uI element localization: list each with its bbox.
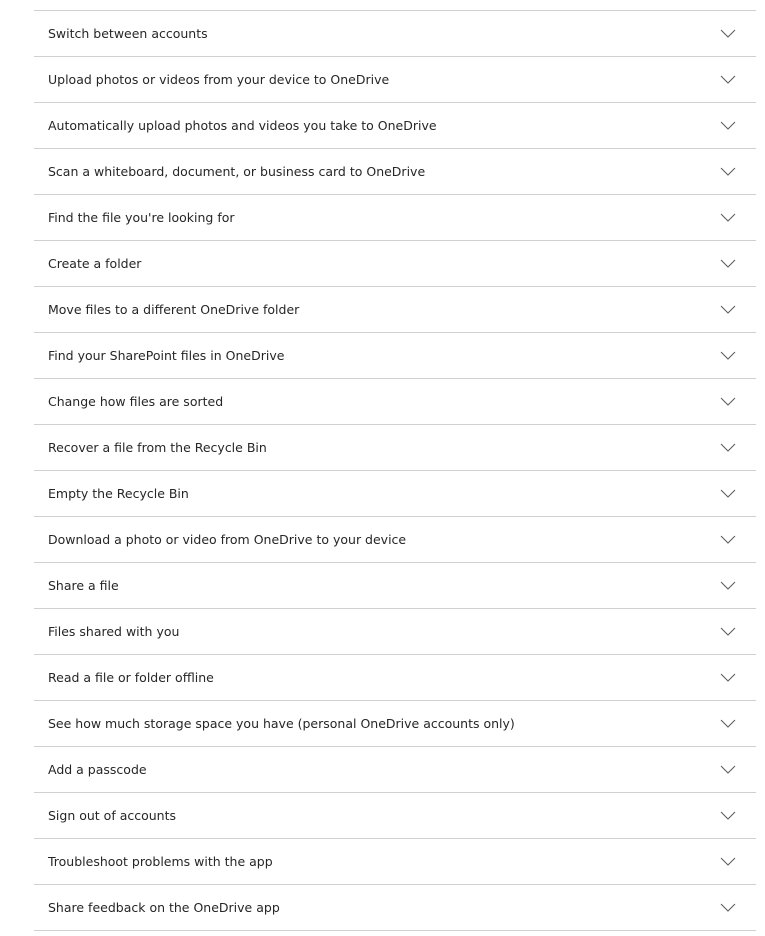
accordion-item[interactable] (34, 747, 756, 793)
accordion-item-label: Share a file (48, 578, 119, 593)
accordion-item[interactable] (34, 839, 756, 885)
accordion-item-label: Switch between accounts (48, 26, 208, 41)
chevron-down-icon[interactable] (720, 75, 736, 85)
chevron-down-icon[interactable] (720, 121, 736, 131)
accordion-item[interactable] (34, 609, 756, 655)
chevron-down-icon[interactable] (720, 719, 736, 729)
accordion-item-label: Find the file you're looking for (48, 210, 235, 225)
accordion-item-label: Download a photo or video from OneDrive to your device (48, 532, 407, 547)
accordion-item[interactable] (34, 149, 756, 195)
chevron-down-icon[interactable] (720, 903, 736, 913)
accordion-item-label: Automatically upload photos and videos you take to OneDrive (48, 118, 437, 133)
accordion-item[interactable] (34, 103, 756, 149)
chevron-down-icon[interactable] (720, 397, 736, 407)
chevron-down-icon[interactable] (720, 535, 736, 545)
accordion-item[interactable] (34, 57, 756, 103)
accordion-item-label: Change how files are sorted (48, 394, 224, 409)
accordion-item[interactable] (34, 793, 756, 839)
accordion-item-label: Recover a file from the Recycle Bin (48, 440, 267, 455)
accordion-item-label: Find your SharePoint files in OneDrive (48, 348, 285, 363)
accordion-item[interactable] (34, 379, 756, 425)
accordion-item[interactable] (34, 885, 756, 931)
accordion-item-label: Move files to a different OneDrive folder (48, 302, 300, 317)
accordion-item-label: Share feedback on the OneDrive app (48, 900, 280, 915)
accordion-item-label: Files shared with you (48, 624, 180, 639)
accordion-item-label: See how much storage space you have (personal OneDrive accounts only) (48, 716, 515, 731)
chevron-down-icon[interactable] (720, 673, 736, 683)
faq-accordion (34, 10, 756, 931)
chevron-down-icon[interactable] (720, 351, 736, 361)
accordion-item-label: Create a folder (48, 256, 142, 271)
accordion-item-label: Read a file or folder offline (48, 670, 214, 685)
accordion-item[interactable] (34, 425, 756, 471)
accordion-item[interactable] (34, 471, 756, 517)
chevron-down-icon[interactable] (720, 443, 736, 453)
accordion-item[interactable] (34, 241, 756, 287)
accordion-item-label: Empty the Recycle Bin (48, 486, 189, 501)
chevron-down-icon[interactable] (720, 305, 736, 315)
chevron-down-icon[interactable] (720, 765, 736, 775)
accordion-item-label: Scan a whiteboard, document, or business card to OneDrive (48, 164, 426, 179)
accordion-item[interactable] (34, 333, 756, 379)
accordion-item[interactable] (34, 701, 756, 747)
accordion-item[interactable] (34, 287, 756, 333)
accordion-item[interactable] (34, 655, 756, 701)
chevron-down-icon[interactable] (720, 167, 736, 177)
chevron-down-icon[interactable] (720, 581, 736, 591)
chevron-down-icon[interactable] (720, 811, 736, 821)
accordion-item[interactable] (34, 195, 756, 241)
accordion-item-label: Sign out of accounts (48, 808, 177, 823)
chevron-down-icon[interactable] (720, 259, 736, 269)
accordion-item-label: Upload photos or videos from your device to OneDrive (48, 72, 390, 87)
accordion-item-label: Troubleshoot problems with the app (48, 854, 273, 869)
accordion-item[interactable] (34, 563, 756, 609)
chevron-down-icon[interactable] (720, 29, 736, 39)
chevron-down-icon[interactable] (720, 627, 736, 637)
accordion-item[interactable] (34, 11, 756, 57)
chevron-down-icon[interactable] (720, 489, 736, 499)
accordion-item-label: Add a passcode (48, 762, 147, 777)
chevron-down-icon[interactable] (720, 857, 736, 867)
chevron-down-icon[interactable] (720, 213, 736, 223)
accordion-item[interactable] (34, 517, 756, 563)
